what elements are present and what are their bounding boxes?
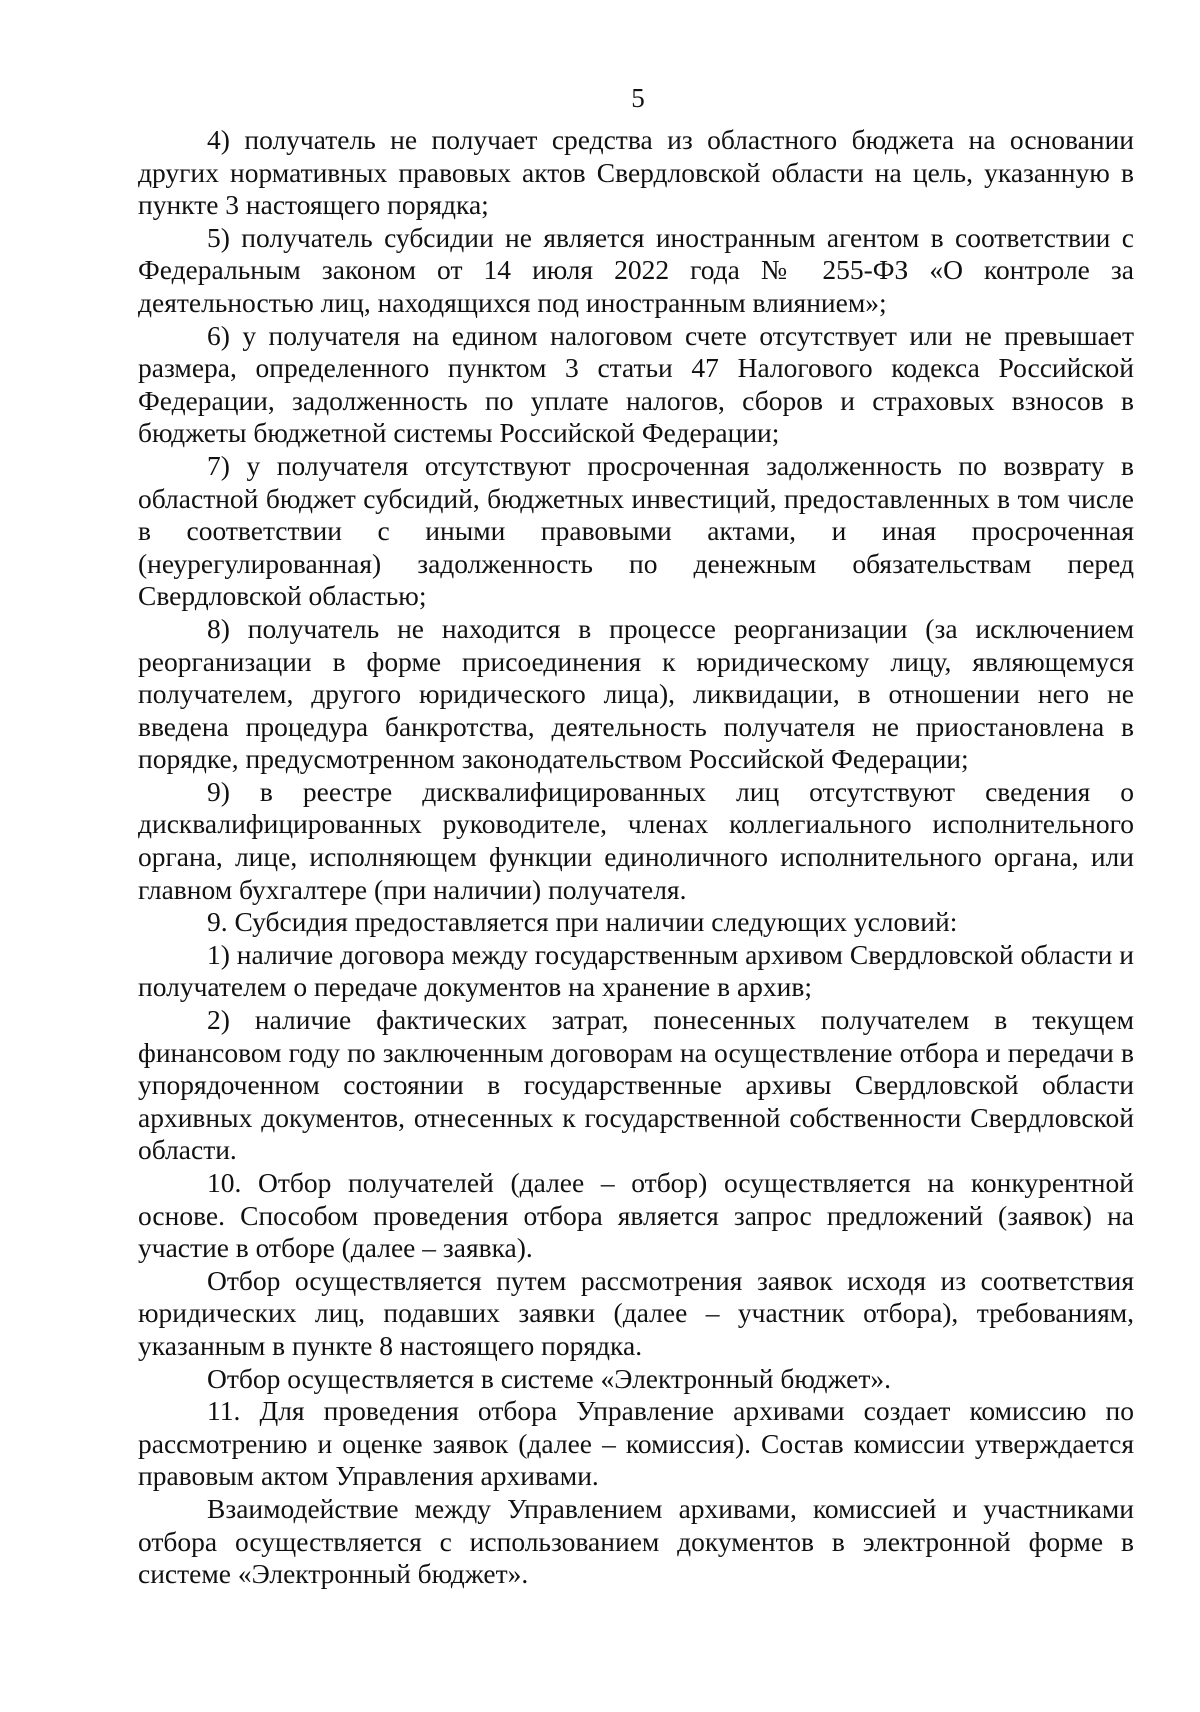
paragraph-condition-1: 1) наличие договора между государственным архивом Свердловской области и получателем о передаче документов на хранение в архив; [138,938,1134,1003]
paragraph-section-11: 11. Для проведения отбора Управление архивами создает комиссию по рассмотрению и оценке заявок (далее – комиссия). Состав комиссии утверждается правовым актом Управления архивами. [138,1395,1134,1492]
paragraph-item-9: 9) в реестре дисквалифицированных лиц отсутствуют сведения о дисквалифицированных руководителе, членах коллегиального исполнительного органа, лице, исполняющем функции единоличного исполнительного органа, или главном бухгалтере (при наличии) получателя. [138,775,1134,905]
paragraph-selection-method: Отбор осуществляется путем рассмотрения заявок исходя из соответствия юридических лиц, подавших заявки (далее – участник отбора), требованиям, указанным в пункте 8 настоящего порядка. [138,1264,1134,1361]
paragraph-electronic-budget: Отбор осуществляется в системе «Электронный бюджет». [207,1362,891,1394]
paragraph-condition-2: 2) наличие фактических затрат, понесенных получателем в текущем финансовом году по заключенным договорам на осуществление отбора и передачи в упорядоченном состоянии в государственные архивы Свердловской области архивных документов, отнесенных к государственной собственности Свердловской области. [138,1004,1134,1166]
paragraph-item-8: 8) получатель не находится в процессе реорганизации (за исключением реорганизации в форме присоединения к юридическому лицу, являющемуся получателем, другого юридического лица), ликвидации, в отношении него не введена процедура банкротства, деятельность получателя не приостановлена в порядке, предусмотренном законодательством Российской Федерации; [138,612,1134,775]
page-number: 5 [631,83,645,113]
paragraph-item-4: 4) получатель не получает средства из областного бюджета на основании других нормативных правовых актов Свердловской области на цель, указанную в пункте 3 настоящего порядка; [138,124,1134,221]
paragraph-item-6: 6) у получателя на едином налоговом счете отсутствует или не превышает размера, определенного пунктом 3 статьи 47 Налогового кодекса Российской Федерации, задолженность по уплате налогов, сборов и страховых взносов в бюджеты бюджетной системы Российской Федерации; [138,319,1134,449]
paragraph-item-7: 7) у получателя отсутствуют просроченная задолженность по возврату в областной бюджет субсидий, бюджетных инвестиций, предоставленных в том числе в соответствии с иными правовыми актами, и иная просроченная (неурегулированная) задолженность по денежным обязательствам перед Свердловской областью; [138,449,1134,612]
paragraph-item-5: 5) получатель субсидии не является иностранным агентом в соответствии с Федеральным законом от 14 июля 2022 года № 255-ФЗ «О контроле за деятельностью лиц, находящихся под иностранным влиянием»; [138,221,1134,318]
paragraph-section-9: 9. Субсидия предоставляется при наличии следующих условий: [207,906,958,938]
document-body [138,124,1134,1591]
paragraph-interaction: Взаимодействие между Управлением архивами, комиссией и участниками отбора осуществляется с использованием документов в электронной форме в системе «Электронный бюджет». [138,1492,1134,1590]
paragraph-section-10: 10. Отбор получателей (далее – отбор) осуществляется на конкурентной основе. Способом проведения отбора является запрос предложений (заявок) на участие в отборе (далее – заявка). [138,1167,1134,1264]
